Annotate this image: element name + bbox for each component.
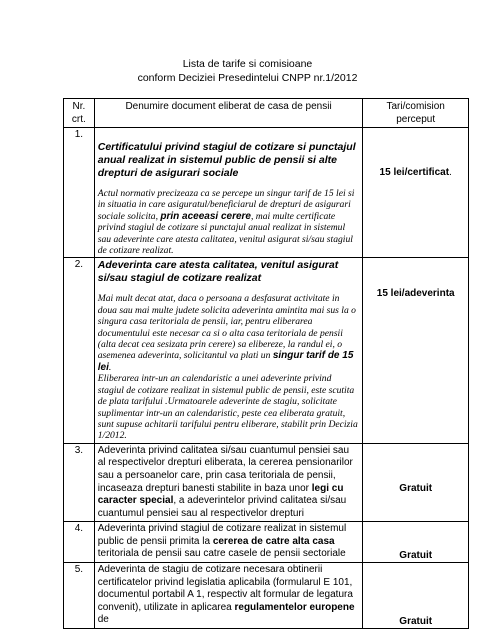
row-description: Adeverinta de stagiu de cotizare necesara obtinerii certificatelor privind legislatia aplicabila (formularul E 101, documentul portabil A 1, respectiv alt formular de legatura convenit), utilizate in aplicarea regulamentelor europene de	[94, 563, 363, 629]
row-fee: 15 lei/certificat.	[363, 128, 469, 258]
document-subtitle: conform Deciziei Presedintelui CNPP nr.1/2012	[137, 72, 358, 84]
header-nr: Nr. crt.	[64, 99, 95, 128]
row-description: Adeverinta privind calitatea si/sau cuantumul pensiei sau al respectivelor drepturi eliberata, la cererea pensionarilor sau a persoanelor care, prin casa teritoriala de pensii, incaseaza drepturi banesti stabilite in baza unor legi cu caracter special, a adeverintelor privind calitatea si/sau cuantumul pensiei sau al respectivelor drepturi	[94, 443, 363, 522]
table-row	[64, 522, 469, 563]
row-description	[94, 258, 363, 443]
table-row	[64, 443, 469, 522]
row-note: Actul normativ precizeaza ca se percepe un singur tarif de 15 lei si in situatia in care asiguratul/beneficiarul de drepturi de asigurari sociale solicita, prin aceeasi cerere, mai multe certificate privind stagiul de cotizare si punctajul anual realizat in sistemul sau adeverinte care atesta calitatea, venitul asigurat si/sau stagiul de cotizare realizat.	[97, 188, 355, 257]
header-document-name: Denumire document eliberat de casa de pensii	[94, 99, 363, 128]
table-row	[64, 128, 469, 258]
row-fee: Gratuit	[363, 443, 469, 522]
row-number: 5.	[64, 563, 95, 629]
row-description: Adeverinta privind stagiul de cotizare realizat in sistemul public de pensii primita la cererea de catre alta casa teritoriala de pensii sau catre casele de pensii sectoriale	[94, 522, 363, 563]
table-header-row	[64, 99, 469, 128]
row-number: 2.	[64, 258, 95, 443]
row-number: 3.	[64, 443, 95, 522]
document-title: Lista de tarife si comisioane	[182, 58, 313, 70]
table-row	[64, 258, 469, 443]
row-fee: Gratuit	[363, 563, 469, 629]
row-note: Mai mult decat atat, daca o persoana a desfasurat activitate in doua sau mai multe judete solicita adeverinta amintita mai sus la o singura casa teritoriala de pensii, iar, pentru eliberarea documentului este necesar ca si o alta casa teritoriala de pensii (alta decat cea sesizata prin cerere) sa elibereze, la randul ei, o asemenea adeverinta, solicitantul va plati un singur tarif de 15 lei. Eliberarea intr-un an calendaristic a unei adeverinte privind stagiul de cotizare realizat in sistemul public de pensii, este scutita de plata tarifului .Urmatoarele adeverinte de stagiu, solicitate suplimentar intr-un an calendaristic, peste cea eliberata gratuit, sunt supuse achitarii tarifului pentru eliberare, stabilit prin Decizia 1/2012.	[97, 293, 358, 442]
header-fee: Tari/comision perceput	[363, 99, 469, 128]
row-number: 1.	[64, 128, 95, 258]
row-title: Certificatului privind stagiul de cotizare si punctajul anual realizat in sistemul public de pensii si alte drepturi de asigurari sociale	[97, 141, 356, 179]
row-number: 4.	[64, 522, 95, 563]
table-row	[64, 563, 469, 629]
row-fee: Gratuit	[363, 522, 469, 563]
row-title: Adeverinta care atesta calitatea, venitul asigurat si/sau stagiul de cotizare realizat	[97, 259, 339, 285]
tariff-table	[63, 98, 469, 629]
row-fee: 15 lei/adeverinta	[363, 258, 469, 443]
row-description	[94, 128, 363, 258]
